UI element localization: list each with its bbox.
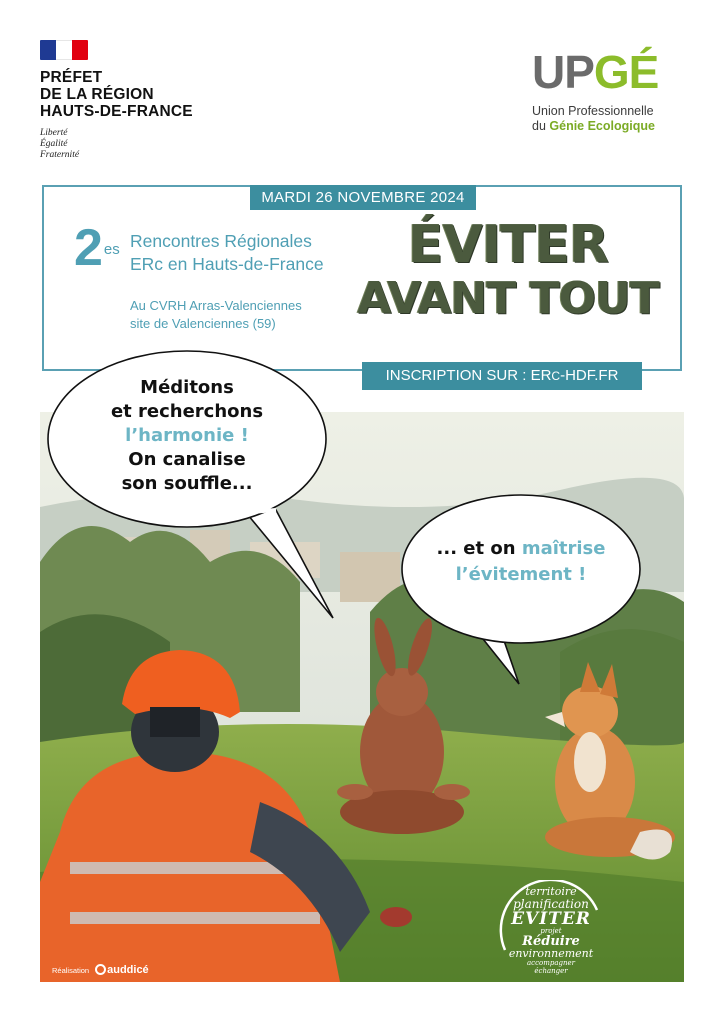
stamp-word: accompagner <box>527 959 575 967</box>
stamp-word: ÉVITER <box>511 909 591 929</box>
headline-line2: AVANT TOUT <box>357 273 659 324</box>
stamp-word: projet <box>540 927 562 935</box>
credit-label: Réalisation <box>52 966 90 975</box>
bubble-line <box>401 536 641 562</box>
bubble-line-highlight: maîtrise <box>521 538 606 559</box>
speech-bubble-right <box>401 494 641 644</box>
prefet-title <box>40 69 240 120</box>
headline-line1: ÉVITER <box>407 215 609 275</box>
production-credit <box>52 964 149 976</box>
bubble-line: On canalise <box>128 449 246 470</box>
prefet-logo <box>40 40 240 161</box>
speech-bubble-left-text <box>48 376 326 496</box>
bubble-line-highlight: l’évitement ! <box>455 564 587 585</box>
bubble-line: son souffle... <box>121 473 253 494</box>
prefet-line: PRÉFET <box>40 69 103 86</box>
bubble-line-highlight: l’harmonie ! <box>125 425 249 446</box>
event-name-line1: Rencontres Régionales <box>130 231 312 251</box>
registration-link[interactable] <box>362 362 642 390</box>
stamp-word: planification <box>513 897 589 911</box>
registration-small: C <box>551 369 561 383</box>
event-name-line2: ERc en Hauts-de-France <box>130 254 324 274</box>
stamp-word: échanger <box>534 967 568 975</box>
edition-ordinal <box>74 219 119 277</box>
registration-suffix: -HDF.FR <box>560 367 619 384</box>
french-flag-icon <box>40 40 88 60</box>
event-info-box <box>42 185 682 384</box>
venue-line1: Au CVRH Arras-Valenciennes <box>130 298 302 313</box>
stamp-words <box>495 880 607 975</box>
venue-line2: site de Valenciennes (59) <box>130 316 276 331</box>
credit-brand: auddicé <box>107 964 149 976</box>
stamp-word: territoire <box>525 885 577 898</box>
stamp-word: environnement <box>508 947 594 960</box>
event-venue <box>130 297 302 333</box>
registration-prefix: INSCRIPTION SUR : ER <box>385 367 552 384</box>
motto-line: Liberté <box>40 128 68 138</box>
upge-wordmark-part1: UP <box>532 46 594 98</box>
upge-subtitle-prefix: du <box>532 119 550 133</box>
upge-subtitle-line2 <box>532 119 692 134</box>
erc-stamp-logo <box>495 880 607 980</box>
stamp-word: Réduire <box>522 934 580 949</box>
motto-line: Égalité <box>40 139 68 149</box>
event-name <box>130 230 324 276</box>
edition-number: 2 <box>74 219 103 277</box>
auddice-logo-icon <box>95 964 106 975</box>
speech-bubble-left <box>48 350 326 528</box>
headline <box>348 217 668 325</box>
upge-subtitle-highlight: Génie Ecologique <box>549 119 655 133</box>
upge-subtitle-line1: Union Professionnelle <box>532 104 654 118</box>
upge-wordmark <box>532 46 692 98</box>
bubble-line: Méditons <box>140 377 234 398</box>
speech-bubble-right-text <box>401 536 641 588</box>
bubble-line: et recherchons <box>110 401 264 422</box>
prefet-line: DE LA RÉGION <box>40 86 154 103</box>
event-date: MARDI 26 NOVEMBRE 2024 <box>250 185 476 210</box>
republic-motto <box>40 128 240 161</box>
bubble-line-prefix: ... et on <box>436 538 522 559</box>
upge-logo <box>532 46 692 134</box>
prefet-line: HAUTS-DE-FRANCE <box>40 103 193 120</box>
upge-wordmark-part2: GÉ <box>593 46 659 98</box>
edition-suffix: es <box>103 241 120 258</box>
speech-bubble-right-shape <box>401 494 641 694</box>
motto-line: Fraternité <box>40 150 80 160</box>
